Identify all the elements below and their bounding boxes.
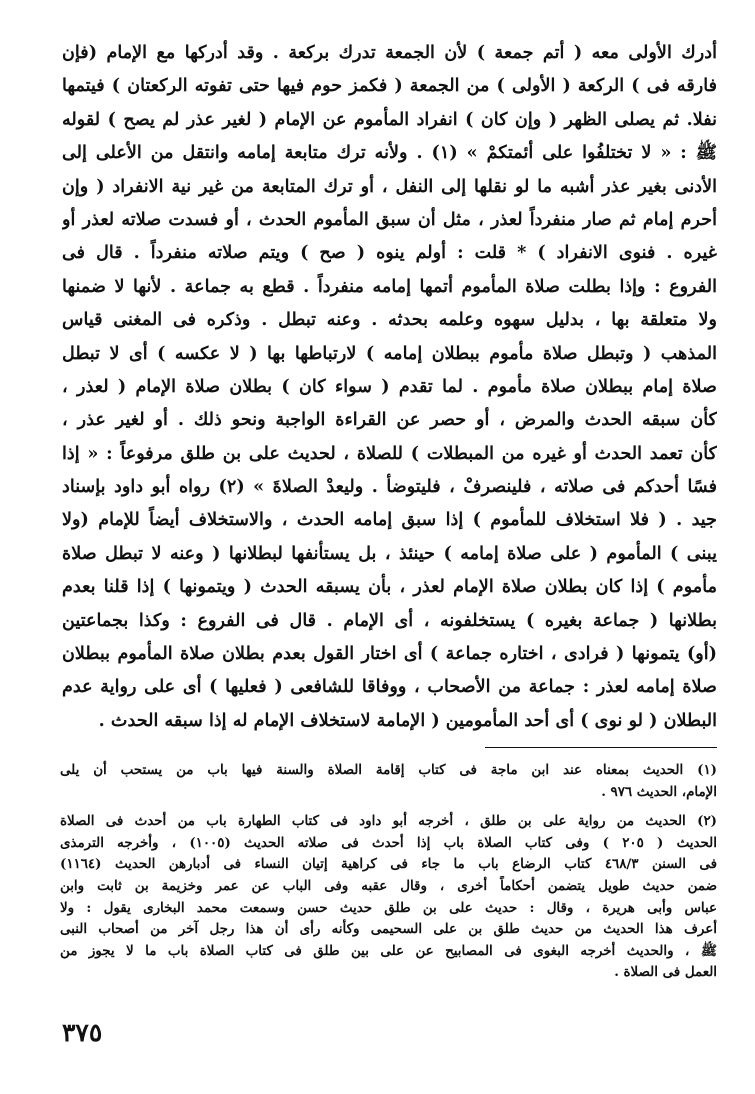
text-line: الفروع : وإذا بطلت صلاة المأموم أتمها إمامه منفرداً . قطع به جماعة . لأنها لا ضمنها [62,275,717,297]
text-line: أحرم إمام ثم صار منفرداً لعذر ، مثل أن سبق المأموم الحدث ، أو فسدت صلاته لعذر أو [62,208,717,230]
text-line: يبنى ) المأموم ( على صلاة إمامه ) حينئذ ، بل يستأنفها لبطلانها ( وعنه لا تبطل صلاة [62,542,717,564]
text-line: نفلا. ثم يصلى الظهر ( وإن كان ) انفراد المأموم عن الإمام ( لغير عذر لم يصح ) لقوله [62,108,717,130]
text-line: صلاة إمامه لعذر : جماعة من الأصحاب ، ووفاقا للشافعى ( فعليها ) أى على رواية عدم [62,676,717,698]
footnote-line: الإمام، الحديث ٩٧٦ . [601,783,717,800]
footnote [60,760,717,803]
text-line: المذهب ( وتبطل صلاة مأموم ببطلان إمامه ) لارتباطها بها ( لا عكسه ) أى لا تبطل [62,342,717,364]
footnote-separator [485,747,717,748]
footnote-line: (٢) الحديث من رواية على بن طلق ، أخرجه أبو داود فى كتاب الطهارة باب من أحدث فى الصلاة [60,813,717,830]
footnote-line: ضمن حديث طويل يتضمن أحكاماً أخرى ، وقال عقبه وفى الباب عن عمر وخزيمة بن ثابت وابن [60,877,717,894]
footnote-line: أعرف هذا الحديث من حديث طلق بن على السحيمى وكأنه رأى أن هذا رجل آخر من أصحاب النبى [60,921,717,938]
text-line: الأدنى بغير عذر أشبه ما لو نقلها إلى النفل ، أو ترك المتابعة من غير نية الانفراد ( وإن [62,175,717,197]
footnote-line: العمل فى الصلاة . [614,964,717,981]
text-line: البطلان ( لو نوى ) أى أحد المأمومين ( الإمامة لاستخلاف الإمام له إذا سبقه الحدث . [98,709,717,731]
text-line: أدرك الأولى معه ( أتم جمعة ) لأن الجمعة تدرك بركعة . وقد أدركها مع الإمام (فإن [62,42,717,63]
page-number: ٣٧٥ [62,1018,103,1047]
text-line: غيره . فنوى الانفراد ) * قلت : أولم ينوه ( صح ) ويتم صلاته منفرداً . قال فى [62,242,717,264]
text-line: ﷺ : « لا تختلفُوا على أئمتكمْ » (١) . ولأنه ترك متابعة إمامه وانتقل من الأعلى إلى [62,142,717,164]
text-line: بطلانها ( جماعة بغيره ) يستخلفونه ، أى الإمام . قال فى الفروع : وكذا بجماعتين [62,609,717,631]
text-line: (أو) يتمونها ( فرادى ، اختاره جماعة ) أى اختار القول بعدم بطلان صلاة المأموم ببطلان [62,643,717,665]
text-line: فسًا أحدكم فى صلاته ، فلينصرفْ ، فليتوضأ . وليعدْ الصلاةَ » (٢) رواه أبو داود بإسناد [62,476,717,498]
footnote-line: عباس وأبى هريرة ، وقال : حديث على بن طلق حديث حسن وسمعت محمد البخارى يقول : ولا [60,899,717,916]
footnote-line: الحديث ( ٢٠٥ ) وفى كتاب الصلاة باب إذا أحدث فى صلاته الحديث (١٠٠٥) ، وأخرجه الترمذى [60,834,717,851]
text-line: جيد . ( فلا استخلاف للمأموم ) إذا سبق إمامه الحدث ، والاستخلاف أيضاً للإمام (ولا [62,509,717,531]
footnote-line: ﷺ ، والحديث أخرجه البغوى فى المصابيح عن على بين طلق فى كتاب الصلاة باب ما لا يجوز من [60,942,717,959]
footnote-line: فى السنن ٤٦٨/٣ كتاب الرضاع باب ما جاء فى كراهية إتيان النساء فى أدبارهن الحديث (١١٦٤) [60,856,717,873]
footnote-gap [60,803,717,811]
text-line: ولا متعلقة بها ، بدليل سهوه وعلمه بحدثه . وعنه تبطل . وذكره فى المغنى قياس [62,309,717,331]
footnote-line: (١) الحديث بمعناه عند ابن ماجة فى كتاب إقامة الصلاة والسنة فيها باب من يستحب أن يلى [60,762,717,778]
text-line: فارقه فى ) الركعة ( الأولى ) من الجمعة ( فكمز حوم فيها حتى تفوته الركعتان ) فيتمها [62,75,717,97]
footnote [60,811,717,984]
text-line: مأموم ) إذا كان بطلان صلاة الإمام لعذر ، بأن يسبقه الحدث ( ويتمونها ) إذا قلنا بعدم [62,576,717,598]
footnotes [60,760,717,984]
text-line: كأن سبقه الحدث والمرض ، أو حصر عن القراءة الواجبة ونحو ذلك . أو لغير عذر ، [62,409,717,431]
main-text [62,36,717,737]
text-line: كأن تعمد الحدث أو غيره من المبطلات ) للصلاة ، لحديث على بن طلق مرفوعاً : « إذا [62,442,717,464]
text-line: صلاة إمام ببطلان صلاة مأموم . لما تقدم ( سواء كان ) بطلان صلاة الإمام ( لعذر ، [62,375,717,397]
